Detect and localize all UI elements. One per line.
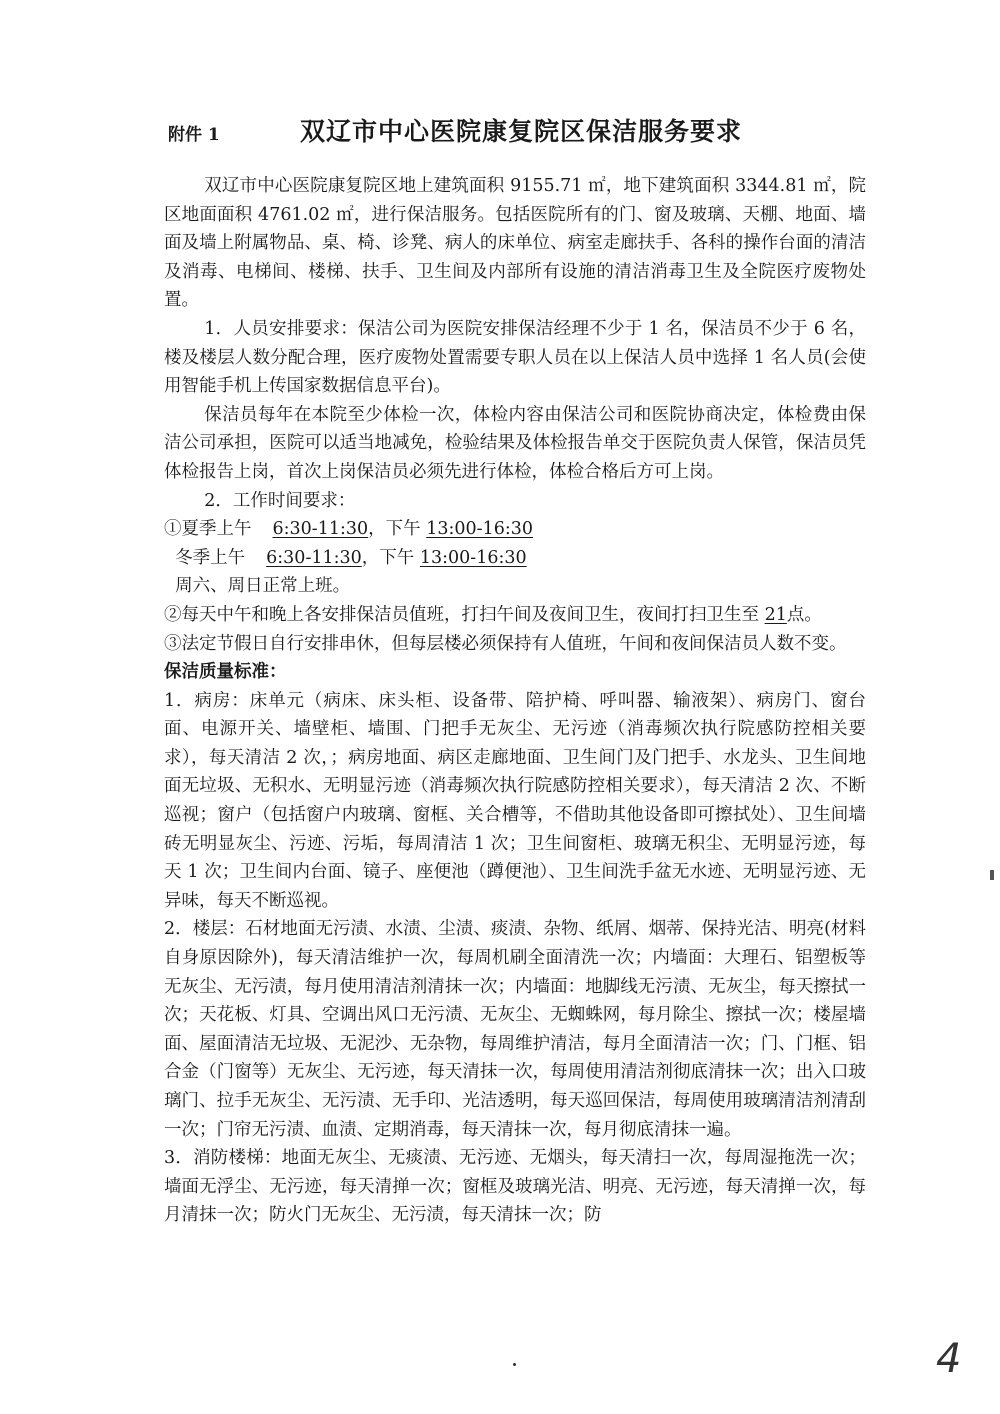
work-time-heading: 2．工作时间要求：: [204, 490, 356, 511]
summer-pm-hours: 13:00-16:30: [426, 519, 534, 540]
duty-hour: 21: [764, 604, 787, 625]
holiday-paragraph: ③法定节假日自行安排串休，但每层楼必须保持有人值班，午间和夜间保洁员人数不变。: [164, 633, 847, 654]
winter-pm-label: ，下午: [361, 547, 415, 568]
winter-am-hours: 6:30-11:30: [266, 547, 362, 568]
quality-item-fire-stairs: 3．消防楼梯：地面无灰尘、无痰渍、无污迹、无烟头，每天清扫一次，每周湿拖洗一次；墙面无浮尘、无污迹，每天清掸一次；窗框及玻璃光洁、明亮、无污迹，每天清掸一次，每月清抹一次；防火门无灰尘、无污渍，每天清抹一次；防: [164, 1148, 866, 1226]
duty-end: 点。: [786, 604, 822, 625]
health-check-paragraph: 保洁员每年在本院至少体检一次，体检内容由保洁公司和医院协商决定，体检费由保洁公司承担，医院可以适当地减免，检验结果及体检报告单交于医院负责人保管，保洁员凭体检报告上岗，首次上岗保洁员必须先进行体检，体检合格后方可上岗。: [164, 404, 866, 482]
quality-item-ward: 1．病房：床单元（病床、床头柜、设备带、陪护椅、呼叫器、输液架）、病房门、窗台面、电源开关、墙壁柜、墙围、门把手无灰尘、无污迹（消毒频次执行院感防控相关要求），每天清洁 2 次，；病房地面、病区走廊地面、卫生间门及门把手、水龙头、卫生间地面无垃圾、无积水、无明显污迹（消毒频次执行院感防控相关要求），每天清洁 2 次、不断巡视；窗户（包括窗户内玻璃、窗框、关合槽等，不借助其他设备即可擦拭处）、卫生间墙砖无明显灰尘、污迹、污垢，每周清洁 1 次；卫生间窗柜、玻璃无积尘、无明显污迹，每天 1 次；卫生间内台面、镜子、座便池（蹲便池）、卫生间洗手盆无水迹、无明显污迹、无异味，每天不断巡视。: [164, 690, 866, 911]
document-header: [0, 112, 1000, 152]
quality-heading: 保洁质量标准：: [164, 662, 287, 683]
summer-label: ①夏季上午: [164, 519, 252, 540]
intro-paragraph: 双辽市中心医院康复院区地上建筑面积 9155.71 ㎡，地下建筑面积 3344.81 ㎡，院区地面面积 4761.02 ㎡，进行保洁服务。包括医院所有的门、窗及玻璃、天棚、地面、墙面及墙上附属物品、桌、椅、诊凳、病人的床单位、病室走廊扶手、各科的操作台面的清洁及消毒、电梯间、楼梯、扶手、卫生间及内部所有设施的清洁消毒卫生及全院医疗废物处置。: [164, 176, 866, 311]
scan-dot: [513, 1363, 516, 1366]
duty-text: ②每天中午和晚上各安排保洁员值班，打扫午间及夜间卫生，夜间打扫卫生至: [164, 604, 759, 625]
winter-label: 冬季上午: [175, 547, 246, 568]
quality-item-floor: 2．楼层：石材地面无污渍、水渍、尘渍、痰渍、杂物、纸屑、烟蒂、保持光洁、明亮(材料自身原因除外)，每天清洁维护一次，每周机刷全面清洗一次；内墙面：大理石、铝塑板等无灰尘、无污渍，每月使用清洁剂清抹一次；内墙面：地脚线无污渍、无灰尘，每天擦拭一次；天花板、灯具、空调出风口无污渍、无灰尘、无蜘蛛网，每月除尘、擦拭一次；楼屋墙面、屋面清洁无垃圾、无泥沙、无杂物，每周维护清洁，每月全面清洁一次；门、门框、铝合金（门窗等）无灰尘、无污迹，每天清抹一次，每周使用清洁剂彻底清抹一次；出入口玻璃门、拉手无灰尘、无污渍、无手印、光洁透明，每天巡回保洁，每周使用玻璃清洁剂清刮一次；门帘无污渍、血渍、定期消毒，每天清抹一次，每月彻底清抹一遍。: [164, 919, 866, 1140]
document-body: [164, 172, 866, 1230]
weekend-note: [164, 572, 866, 601]
staffing-paragraph: 1．人员安排要求：保洁公司为医院安排保洁经理不少于 1 名，保洁员不少于 6 名，楼及楼层人数分配合理，医疗废物处置需要专职人员在以上保洁人员中选择 1 名人员(会使用智能手机上传国家数据信息平台)。: [164, 318, 866, 397]
summer-am-hours: 6:30-11:30: [272, 519, 369, 540]
summer-schedule: [164, 515, 866, 544]
weekend-text: 周六、周日正常上班。: [175, 576, 351, 597]
summer-pm-label: ，下午: [368, 519, 421, 540]
duty-paragraph: [164, 601, 866, 630]
attachment-label: 附件 1: [168, 125, 220, 145]
scan-edge-mark: [990, 870, 994, 880]
winter-pm-hours: 13:00-16:30: [419, 547, 527, 568]
winter-schedule: [164, 544, 866, 573]
handwritten-page-number: 4: [936, 1336, 962, 1382]
document-title: 双辽市中心医院康复院区保洁服务要求: [300, 117, 743, 146]
